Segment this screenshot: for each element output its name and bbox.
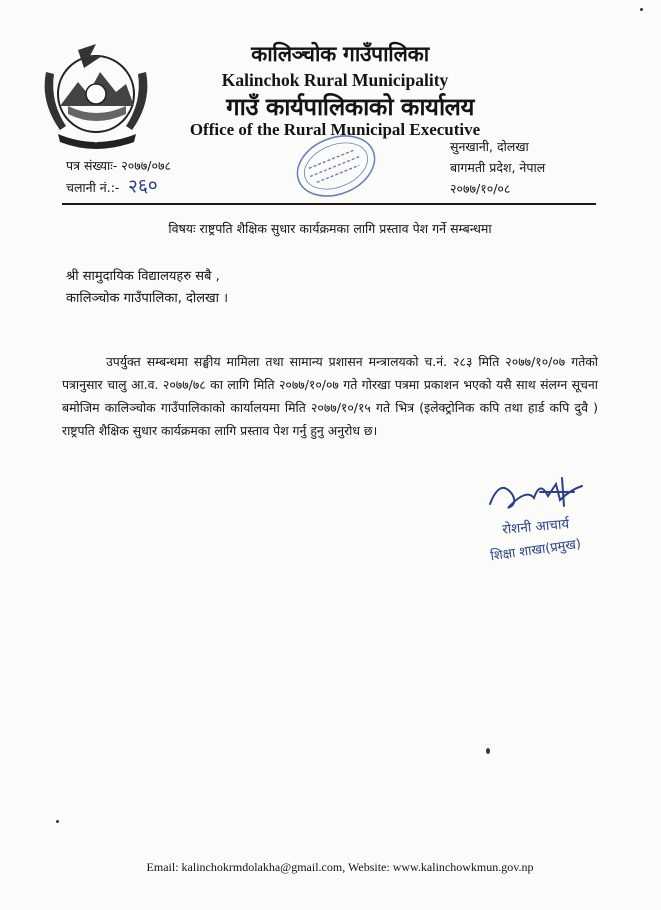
- municipality-name-english: Kalinchok Rural Municipality: [221, 70, 449, 90]
- office-stamp: [290, 130, 382, 202]
- subject-line: विषयः राष्ट्रपति शैक्षिक सुधार कार्यक्रमका लागि प्रस्ताव पेश गर्ने सम्बन्धमा: [168, 221, 492, 236]
- letter-body: उपर्युक्त सम्बन्धमा सङ्घीय मामिला तथा सामान्य प्रशासन मन्त्रालयको च.नं. २८३ मिति २०७७/१०/०७ गतेको पत्रानुसार चालु आ.व. २०७७/७८ का लागि मिति २०७७/१०/०७ गते गोरखा पत्रमा प्रकाशन भएको यसै साथ संलग्न सूचना बमोजिम कालिञ्चोक गाउँपालिकाको कार्यालयमा मिति २०७७/१०/१५ गते भित्र (इलेक्ट्रोनिक कपि तथा हार्ड कपि दुवै ) राष्ट्रपति शैक्षिक सुधार कार्यक्रमका लागि प्रस्ताव पेश गर्नु हुनु अनुरोध छ।: [62, 354, 598, 438]
- municipality-name-nepali: कालिञ्चोक गाउँपालिका: [251, 42, 429, 66]
- address-line-1: सुनखानी, दोलखा: [450, 139, 529, 154]
- nepal-emblem-icon: [38, 42, 156, 154]
- address-line-2: बागमती प्रदेश, नेपाल: [450, 160, 546, 175]
- office-name-nepali: गाउँ कार्यपालिकाको कार्यालय: [226, 93, 474, 121]
- dispatch-number-value: २६०: [127, 174, 159, 198]
- office-name-english: Office of the Rural Municipal Executive: [189, 120, 481, 139]
- scan-speck: [486, 748, 490, 754]
- footer-contact: Email: kalinchokrmdolakha@gmail.com, Website: www.kalinchowkmun.gov.np: [146, 860, 534, 874]
- reference-number: पत्र संख्याः- २०७७/०७८: [66, 158, 171, 173]
- dispatch-number-label: चलानी नं.:-: [66, 180, 120, 195]
- signatory-name: रोशनी आचार्य: [501, 516, 570, 538]
- header-divider: [62, 203, 596, 205]
- scan-speck: [56, 820, 59, 823]
- letter-date: २०७७/१०/०८: [450, 181, 511, 196]
- recipient-line-1: श्री सामुदायिक विद्यालयहरु सबै ,: [66, 269, 220, 284]
- recipient-line-2: कालिञ्चोक गाउँपालिका, दोलखा ।: [66, 291, 229, 306]
- scan-speck: [640, 8, 643, 11]
- signatory-title: शिक्षा शाखा(प्रमुख): [489, 536, 582, 565]
